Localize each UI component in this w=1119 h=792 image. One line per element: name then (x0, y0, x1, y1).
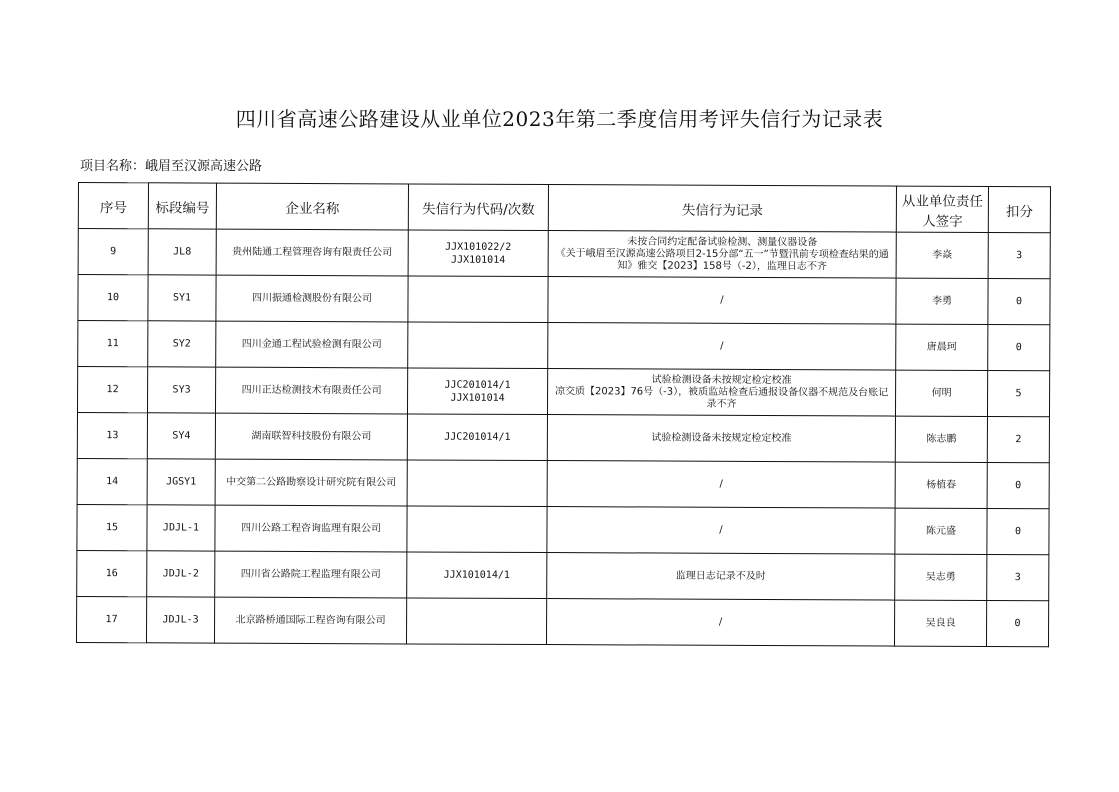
row-no: 16 (77, 550, 147, 596)
row-section: JGSY1 (147, 459, 215, 505)
row-codes (408, 322, 548, 369)
row-signer: 李勇 (896, 278, 988, 324)
row-score: 0 (987, 508, 1049, 554)
row-codes (407, 368, 547, 415)
code-line: JJC201014/1 (444, 379, 511, 391)
row-codes (407, 414, 547, 461)
row-no: 13 (77, 413, 147, 459)
row-codes (407, 506, 547, 553)
row-no: 10 (78, 275, 148, 321)
row-no: 14 (77, 458, 147, 504)
record-line: / (720, 340, 724, 352)
row-section: JDJL-3 (146, 597, 214, 643)
row-company: 北京路桥通国际工程咨询有限公司 (214, 597, 406, 644)
code-line: JJX101014 (450, 392, 505, 404)
row-signer: 唐晨珂 (896, 324, 988, 370)
row-company: 四川公路工程咨询监理有限公司 (215, 505, 407, 552)
row-codes (407, 460, 547, 507)
row-company: 四川金通工程试验检测有限公司 (216, 321, 408, 368)
row-score: 3 (987, 554, 1049, 600)
row-section: SY1 (148, 275, 216, 321)
row-company: 贵州陆通工程管理咨询有限责任公司 (216, 229, 408, 276)
row-score: 0 (988, 324, 1050, 370)
record-line: 凉交质【2023】76号（-3），被质监站检查后通报设备仪器不规范及台账记录不齐 (554, 385, 889, 410)
row-record (547, 369, 895, 417)
table-row (76, 596, 1048, 646)
record-line: 监理日志记录不及时 (675, 570, 766, 582)
row-score: 0 (986, 600, 1048, 646)
table-row (77, 367, 1049, 417)
row-signer: 李焱 (896, 232, 988, 278)
row-record (547, 461, 895, 509)
code-line: JJC201014/1 (444, 431, 511, 443)
row-record (547, 553, 895, 601)
row-company: 四川省公路院工程监理有限公司 (215, 551, 407, 598)
row-company: 四川振通检测股份有限公司 (216, 275, 408, 322)
page-title: 四川省高速公路建设从业单位2023年第二季度信用考评失信行为记录表 (235, 107, 884, 131)
code-line: JJX101022/2 (445, 241, 512, 253)
record-line: / (720, 294, 724, 306)
row-score: 0 (988, 278, 1050, 324)
row-company: 中交第二公路勘察设计研究院有限公司 (215, 459, 407, 506)
row-record (546, 599, 894, 647)
row-no: 9 (78, 229, 148, 275)
header-company: 企业名称 (216, 183, 408, 230)
row-record (547, 415, 895, 463)
table-row (77, 550, 1049, 600)
header-score: 扣分 (988, 186, 1050, 232)
header-section: 标段编号 (148, 183, 216, 229)
row-record (548, 323, 896, 371)
code-line: JJX101014 (451, 254, 506, 266)
row-codes (408, 276, 548, 323)
record-line: 试验检测设备未按规定检定校准 (651, 432, 792, 444)
row-signer: 何明 (895, 370, 987, 416)
row-signer: 陈志鹏 (895, 416, 987, 462)
header-record: 失信行为记录 (548, 185, 896, 233)
row-no: 11 (78, 321, 148, 367)
row-section: SY3 (147, 367, 215, 413)
row-score: 5 (987, 370, 1049, 416)
table-row (77, 413, 1049, 463)
row-signer: 吴良良 (894, 600, 986, 646)
record-line: / (719, 524, 723, 536)
code-line: JJX101014/1 (443, 569, 510, 581)
row-record (548, 277, 896, 325)
credit-record-table (76, 182, 1051, 647)
row-section: SY2 (148, 321, 216, 367)
row-no: 17 (76, 596, 146, 642)
row-company: 湖南联智科技股份有限公司 (215, 413, 407, 460)
row-record (548, 231, 896, 279)
table-header-row (78, 183, 1050, 233)
row-signer: 陈元盛 (895, 508, 987, 554)
record-line: / (718, 616, 723, 628)
header-codes: 失信行为代码/次数 (408, 184, 548, 231)
row-score: 0 (987, 462, 1049, 508)
row-section: SY4 (147, 413, 215, 459)
row-codes (408, 230, 548, 277)
record-line: 试验检测设备未按规定检定校准 (651, 374, 792, 386)
table-row (78, 275, 1050, 325)
row-section: JDJL-1 (147, 505, 215, 551)
table-row (77, 504, 1049, 554)
row-company: 四川正达检测技术有限责任公司 (215, 367, 407, 414)
row-no: 12 (77, 367, 147, 413)
record-line: 未按合同约定配备试验检测、测量仪器设备 (627, 235, 818, 248)
row-record (547, 507, 895, 555)
header-signer: 从业单位责任人签字 (896, 186, 988, 232)
row-score: 3 (988, 232, 1050, 278)
row-signer: 杨植春 (895, 462, 987, 508)
table-row (78, 229, 1050, 279)
project-name: 项目名称：峨眉至汉源高速公路 (80, 159, 263, 174)
row-section: JL8 (148, 229, 216, 275)
header-no: 序号 (78, 183, 148, 229)
row-no: 15 (77, 504, 147, 550)
row-section: JDJL-2 (147, 551, 215, 597)
row-codes (406, 598, 546, 645)
row-codes (407, 552, 547, 599)
table-row (77, 458, 1049, 508)
row-score: 2 (987, 416, 1049, 462)
row-signer: 吴志勇 (895, 554, 987, 600)
record-line: / (719, 478, 723, 490)
record-line: 《关于峨眉至汉源高速公路项目2-15分部“五一”节暨汛前专项检查结果的通知》雅交【2023】158号（-2），监理日志不齐 (555, 247, 889, 272)
table-row (78, 321, 1050, 371)
